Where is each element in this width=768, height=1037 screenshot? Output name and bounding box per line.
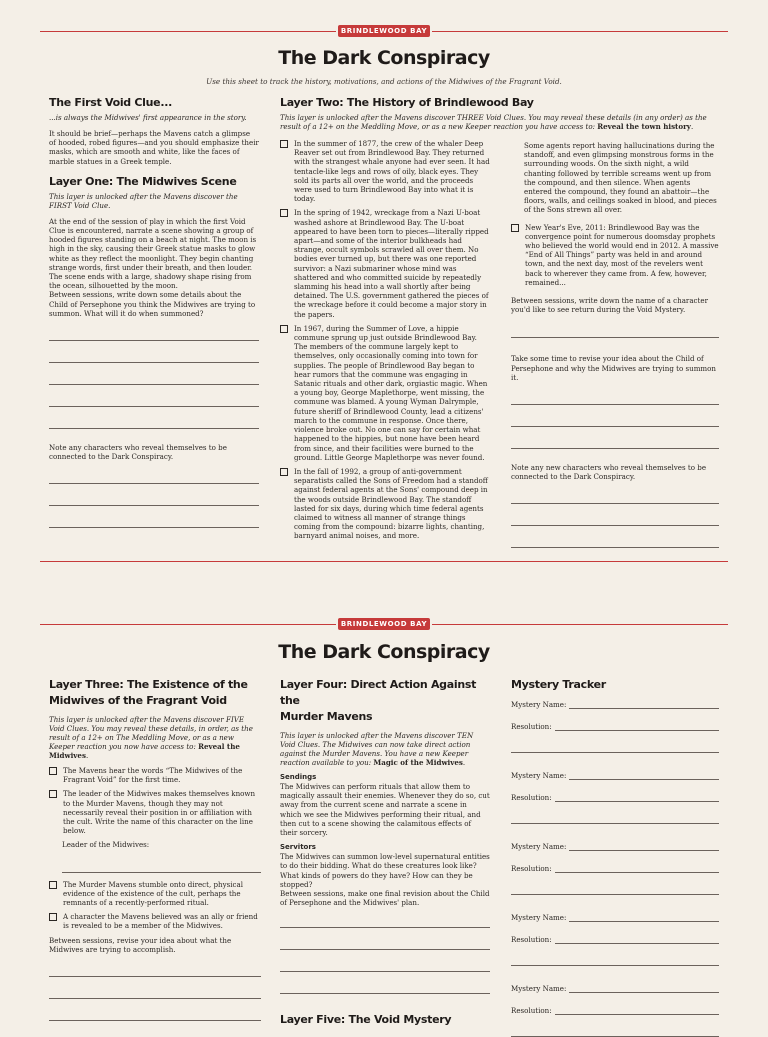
- mystery-name-field[interactable]: [569, 779, 719, 780]
- checkbox[interactable]: [511, 224, 519, 232]
- write-line[interactable]: [280, 927, 490, 928]
- resolution-label: Resolution:: [511, 935, 552, 944]
- layer-one-intro: This layer is unlocked after the Mavens discover the FIRST Void Clue.: [49, 191, 238, 210]
- mystery-name-label: Mystery Name:: [511, 700, 567, 709]
- layer-two-intro: This layer is unlocked after the Mavens discover THREE Void Clues. You may reveal these details (in any order) as the result of a 12+ on the Meddling Move, or as a new Keeper reaction you have access to: Reveal the town history.: [280, 113, 707, 131]
- mystery-name-label: Mystery Name:: [511, 842, 567, 851]
- write-line[interactable]: [511, 404, 719, 405]
- first-clue-heading: The First Void Clue...: [49, 96, 172, 109]
- write-line[interactable]: [280, 971, 490, 972]
- first-clue-intro: ...is always the Midwives' first appearance in the story.: [49, 113, 247, 122]
- header-rule-left: [40, 624, 336, 625]
- column-left: [49, 95, 259, 528]
- mystery-tracker-heading: Mystery Tracker: [511, 678, 606, 691]
- brand-banner: BRINDLEWOOD BAY: [338, 618, 430, 630]
- write-line[interactable]: [511, 525, 719, 526]
- mystery-entry: [511, 984, 719, 1037]
- sendings-title: Sendings: [280, 773, 317, 781]
- column-middle: [280, 677, 490, 1008]
- write-line[interactable]: [49, 483, 259, 484]
- history-item: In 1967, during the Summer of Love, a hippie commune sprung up just outside Brindlewood Bay. The members of the commune largely kept to themselves, only occasionally coming into town for supplies. The people of Brindlewood Bay began to hear rumors that the commune was engaging in Satanic rituals and other dark, orgiastic magic. When a young boy, George Maplethorpe, went missing, the commune was blamed. A young Wyman Dalrymple, future sheriff of Brindlewood County, lead a citizens' march to the commune in response. Once there, violence broke out. No one can say for certain what happened to the hippies, but none have been heard from since, and their facilities were burned to the ground. Little George Maplethorpe was never found.: [280, 324, 492, 462]
- layer-one-heading: Layer One: The Midwives Scene: [49, 174, 237, 188]
- checkbox[interactable]: [49, 913, 57, 921]
- layer-one-body: At the end of the session of play in which the first Void Clue is encountered, narrate a scene showing a group of hooded figures standing on a beach at night. The moon is high in the sky, causing their Greek statue masks to glow white as they reflect the moonlight. They begin chanting strange words, first under their breath, and then louder. The scene ends with a large, shadowy shape rising from the ocean, silhouetted by the moon.: [49, 216, 257, 291]
- servitors-title: Servitors: [280, 843, 316, 852]
- write-line[interactable]: [49, 406, 259, 407]
- resolution-field[interactable]: [555, 943, 719, 944]
- write-line[interactable]: [511, 426, 719, 427]
- header-rule-right: [432, 31, 728, 32]
- column-left: [49, 677, 261, 1021]
- sendings-body: The Midwives can perform rituals that allow them to magically assault their enemies. Whenever they do so, cut away from the current scene and narrate a scene in which we see the Midwives performing their ritual, and then cut to a scene showing the calamitous effects of their sorcery.: [280, 782, 490, 838]
- leader-label: Leader of the Midwives:: [62, 840, 150, 850]
- write-line[interactable]: [511, 503, 719, 504]
- resolution-field[interactable]: [555, 730, 719, 731]
- write-line[interactable]: [280, 949, 490, 950]
- write-line[interactable]: [49, 998, 261, 999]
- reveal-item: The Murder Mavens stumble onto direct, physical evidence of the existence of the cult, perhaps the remnants of a recently-performed ritual.: [49, 880, 261, 908]
- layer-three-intro: This layer is unlocked after the Mavens discover FIVE Void Clues. You may reveal these details, in order, as the result of a 12+ on The Meddling Move, or as a new Keeper reaction you now have access to: Reveal the Midwives.: [49, 715, 253, 760]
- layer-four-intro: This layer is unlocked after the Mavens discover TEN Void Clues. The Midwives can now take direct action against the Murder Mavens. You have a new Keeper reaction available to you: Magic of the Midwives.: [280, 731, 474, 767]
- checkbox[interactable]: [280, 468, 288, 476]
- reveal-item: The Mavens hear the words “The Midwives of the Fragrant Void” for the first time.: [49, 766, 261, 784]
- resolution-field[interactable]: [511, 965, 719, 966]
- resolution-label: Resolution:: [511, 864, 552, 873]
- write-line[interactable]: [280, 993, 490, 994]
- layer-five-heading: Layer Five: The Void Mystery: [280, 1013, 452, 1026]
- write-line[interactable]: [511, 337, 719, 338]
- resolution-label: Resolution:: [511, 722, 552, 731]
- header-rule-right: [432, 624, 728, 625]
- mystery-name-field[interactable]: [569, 850, 719, 851]
- brand-banner: BRINDLEWOOD BAY: [338, 25, 430, 37]
- write-line[interactable]: [49, 340, 259, 341]
- layer-one-note: Note any characters who reveal themselves to be connected to the Dark Conspiracy.: [49, 443, 227, 462]
- write-line[interactable]: [49, 976, 261, 977]
- resolution-field[interactable]: [511, 752, 719, 753]
- page-subtitle: Use this sheet to track the history, motivations, and actions of the Midwives of the Fragrant Void.: [206, 77, 562, 86]
- column-right: [511, 141, 719, 548]
- mystery-entry: [511, 842, 719, 895]
- servitors-body: The Midwives can summon low-level supernatural entities to do their bidding. What do these creatures look like? What kinds of powers do they have? How can they be stopped?: [280, 852, 490, 889]
- leader-line[interactable]: [62, 872, 261, 873]
- page-title: The Dark Conspiracy: [278, 641, 490, 663]
- layer-four-prompt: Between sessions, make one final revision about the Child of Persephone and the Midwives' plan.: [280, 889, 490, 908]
- layer-two-prompt-2: Take some time to revise your idea about the Child of Persephone and why the Midwives are trying to summon it.: [511, 354, 717, 382]
- mystery-entry: [511, 700, 719, 753]
- resolution-label: Resolution:: [511, 793, 552, 802]
- checkbox[interactable]: [280, 209, 288, 217]
- history-item: New Year's Eve, 2011: Brindlewood Bay was the convergence point for numerous doomsday prophets who believed the world would end in 2012. A massive “End of All Things” party was held in and around town, and the next day, most of the revelers went back to wherever they came from. A few, however, remained...: [511, 223, 719, 287]
- mystery-name-label: Mystery Name:: [511, 913, 567, 922]
- history-item: In the spring of 1942, wreckage from a Nazi U-boat washed ashore at Brindlewood Bay. The U-boat appeared to have been torn to pieces—literally ripped apart—and some of the interior bulkheads had strange, occult symbols scrawled all over them. No bodies ever turned up, but there was one reported survivor: a Nazi submariner whose mind was shattered and who committed suicide by repeatedly slamming his head into a wall shortly after being detained. The U.S. government gathered the pieces of the wreckage before it could become a major story in the papers.: [280, 208, 492, 318]
- mystery-tracker: [511, 677, 719, 1037]
- layer-two-prompt-1: Between sessions, write down the name of a character you'd like to see return during the Void Mystery.: [511, 296, 708, 315]
- layer-two-heading: Layer Two: The History of Brindlewood Bay: [280, 96, 534, 109]
- resolution-field[interactable]: [511, 823, 719, 824]
- write-line[interactable]: [511, 448, 719, 449]
- mystery-name-field[interactable]: [569, 921, 719, 922]
- layer-three-prompt: Between sessions, revise your idea about what the Midwives are trying to accomplish.: [49, 935, 232, 954]
- layer-four-heading: Layer Four: Direct Action Against the Murder Mavens: [280, 678, 477, 723]
- mystery-name-field[interactable]: [569, 708, 719, 709]
- checkbox[interactable]: [49, 790, 57, 798]
- resolution-field[interactable]: [555, 1014, 719, 1015]
- checkbox[interactable]: [49, 767, 57, 775]
- resolution-field[interactable]: [555, 801, 719, 802]
- resolution-field[interactable]: [555, 872, 719, 873]
- history-item: In the fall of 1992, a group of anti-government separatists called the Sons of Freedom had a standoff against federal agents at the Sons' compound deep in the woods outside Brindlewood Bay. The standoff lasted for six days, during which time federal agents claimed to witness all manner of strange things coming from the compound: bizarre lights, chanting, barnyard animal noises, and more.: [280, 467, 492, 541]
- layer-one-body2: Between sessions, write down some details about the Child of Persephone you think the Midwives are trying to summon. What will it do when summoned?: [49, 290, 256, 318]
- mystery-name-field[interactable]: [569, 992, 719, 993]
- header-rule-left: [40, 31, 336, 32]
- mystery-entry: [511, 771, 719, 824]
- write-line[interactable]: [49, 505, 259, 506]
- sheet-divider: [40, 561, 728, 562]
- write-line[interactable]: [49, 428, 259, 429]
- layer-three-heading: Layer Three: The Existence of the Midwives of the Fragrant Void: [49, 678, 248, 707]
- write-line[interactable]: [511, 547, 719, 548]
- history-item-continued: Some agents report having hallucinations during the standoff, and even glimpsing monstrous forms in the surrounding woods. On the sixth night, a wild chanting followed by terrible screams went up from the compound, and then silence. When agents entered the compound, they found an abattoir—the floors, walls, and ceilings soaked in blood, and pieces of the Sons strewn all over.: [524, 141, 717, 215]
- layer-two-prompt-3: Note any new characters who reveal themselves to be connected to the Dark Conspiracy.: [511, 463, 707, 482]
- checkbox[interactable]: [49, 881, 57, 889]
- checkbox[interactable]: [280, 140, 288, 148]
- page-title: The Dark Conspiracy: [278, 47, 490, 69]
- resolution-label: Resolution:: [511, 1006, 552, 1015]
- write-line[interactable]: [49, 384, 259, 385]
- mystery-name-label: Mystery Name:: [511, 771, 567, 780]
- write-line[interactable]: [49, 1020, 261, 1021]
- reveal-item: A character the Mavens believed was an ally or friend is revealed to be a member of the Midwives.: [49, 912, 261, 930]
- history-item: In the summer of 1877, the crew of the whaler Deep Reaver set out from Brindlewood Bay. They returned with the strangest whale anyone had ever seen. It had tentacle-like legs and rows of oily, black eyes. They sold its parts all over the world, and the proceeds were used to turn Brindlewood Bay into what it is today.: [280, 139, 492, 203]
- first-clue-body: It should be brief—perhaps the Mavens catch a glimpse of hooded, robed figures—and you should emphasize their masks, which are smooth and white, like the faces of marble statues in a Greek temple.: [49, 129, 259, 166]
- resolution-field[interactable]: [511, 894, 719, 895]
- write-line[interactable]: [49, 527, 259, 528]
- mystery-entry: [511, 913, 719, 966]
- write-line[interactable]: [49, 362, 259, 363]
- checkbox[interactable]: [280, 325, 288, 333]
- mystery-name-label: Mystery Name:: [511, 984, 567, 993]
- reveal-item: The leader of the Midwives makes themselves known to the Murder Mavens, though they may not necessarily reveal their position in or affiliation with the cult. Write the name of this character on the line below.: [49, 789, 261, 835]
